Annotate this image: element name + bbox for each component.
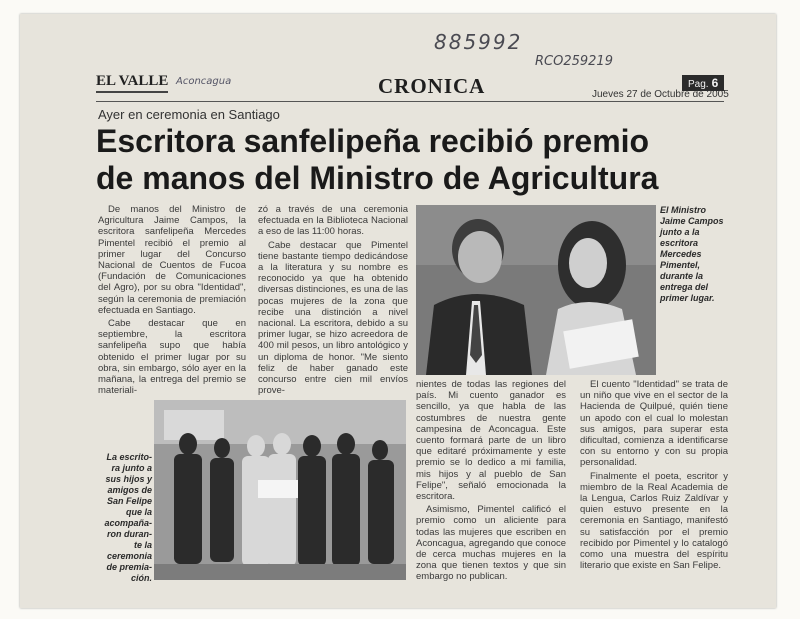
caption-line: amigos de <box>107 485 152 495</box>
paragraph: Finalmente el poeta, escritor y miembro de la Real Academia de la Lengua, Carlos Ruiz Zaldívar y quien estuvo presente en la ceremonia en Santiago, manifestó su satisfacción por el premio recibido por Pimentel y lo catalogó como una muestra del espíritu literario que existe en San Felipe. <box>580 470 728 572</box>
photo-group-image <box>154 400 406 580</box>
caption-line: La escrito- <box>106 452 152 462</box>
caption-line: primer lugar. <box>660 293 715 303</box>
article-column-2 <box>258 204 408 398</box>
caption-line: acompaña- <box>104 518 152 528</box>
photo-minister-and-writer-image <box>416 205 656 375</box>
article-kicker: Ayer en ceremonia en Santiago <box>98 107 280 122</box>
paragraph: Cabe destacar que en septiembre, la escritora sanfelipeña supo que había obtenido el primer lugar por su obra, sin embargo, sólo ayer en la mañana, la entrega del premio se materiali- <box>98 318 246 397</box>
caption-line: durante la <box>660 271 704 281</box>
paragraph: El cuento "Identidad" se trata de un niño que vive en el sector de la Hacienda de Quilpué, quién tiene un apodo con el cual lo molestan sus amigos, para superar esta dificultad, comienza a identificarse con su entorno y con su propia personalidad. <box>580 379 728 469</box>
section-title: CRONICA <box>378 74 486 98</box>
photo-caption-2 <box>96 452 152 584</box>
photo-group <box>154 400 406 580</box>
handwritten-annotation: Aconcagua <box>176 76 232 87</box>
caption-line: te la <box>133 540 152 550</box>
paragraph: Asimismo, Pimentel calificó el premio como un aliciente para todas las mujeres que escriben en Aconcagua, agregando que conoce de cerca muchas mujeres en la zona que tienen textos y que sin embargo no publican. <box>416 504 567 583</box>
caption-line: de premia- <box>106 562 152 572</box>
photo-minister-and-writer <box>416 205 656 375</box>
headline-line-2: de manos del Ministro de Agricultura <box>96 160 659 196</box>
caption-line: Jaime Campos <box>660 216 724 226</box>
caption-line: sus hijos y <box>105 474 152 484</box>
paragraph: De manos del Ministro de Agricultura Jaime Campos, la escritora sanfelipeña Mercedes Pimentel recibió el premio al primer lugar del Concurso Nacional de Cuentos de Fucoa (Fundación de Comunicaciones del Agro), por su obra "Identidad", según la ceremonia de premiación efectuada en Santiago. <box>98 204 246 316</box>
reference-code-handwritten: RCO259219 <box>535 54 613 69</box>
headline-line-1: Escritora sanfelipeña recibió premio <box>96 123 650 159</box>
caption-line: San Felipe <box>106 496 152 506</box>
article-column-4 <box>580 379 728 573</box>
caption-line: ron duran- <box>107 529 152 539</box>
caption-line: Mercedes <box>660 249 702 259</box>
caption-line: entrega del <box>660 282 709 292</box>
caption-line: junto a la <box>660 227 700 237</box>
caption-line: escritora <box>660 238 699 248</box>
paragraph: zó a través de una ceremonia efectuada en la Biblioteca Nacional a eso de las 11:00 horas. <box>258 204 408 238</box>
page-number: 6 <box>711 76 719 90</box>
caption-line: Pimentel, <box>660 260 701 270</box>
caption-line: El Ministro <box>660 205 707 215</box>
article-headline <box>96 123 736 197</box>
publication-date: Jueves 27 de Octubre de 2005 <box>592 89 729 100</box>
article-column-1 <box>98 204 246 398</box>
article-column-3 <box>416 379 566 585</box>
catalog-number-handwritten: 885992 <box>434 30 523 54</box>
page-label: Pag. <box>688 79 709 90</box>
paragraph: Cabe destacar que Pimentel tiene bastante tiempo dedicándose a la literatura y su nombre es reconocido ya que ha obtenido diversas distinciones, es una de las pocas mujeres de la zona que recibe una distinción a nivel nacional. La escritora, debido a su primer lugar, se hizo acreedora de 400 mil pesos, un libro antológico y un diploma de honor. "Me siento feliz de haber ganado este concurso entre cien mil envíos prove- <box>258 239 408 397</box>
caption-line: ción. <box>130 573 152 583</box>
caption-line: que la <box>125 507 152 517</box>
photo-caption-1 <box>660 205 732 304</box>
paragraph: nientes de todas las regiones del país. Mi cuento ganador es sencillo, ya que habla de las costumbres de nuestra gente campesina de Aconcagua. Este cuento formará parte de un libro que editaré próximamente y este premio se lo dedico a mi familia, mis hijos y al pueblo de San Felipe", señaló emocionada la escritora. <box>416 379 566 503</box>
caption-line: ra junto a <box>111 463 152 473</box>
header-rule <box>96 101 724 102</box>
newspaper-masthead: EL VALLE <box>96 73 168 93</box>
caption-line: ceremonia <box>106 551 152 561</box>
